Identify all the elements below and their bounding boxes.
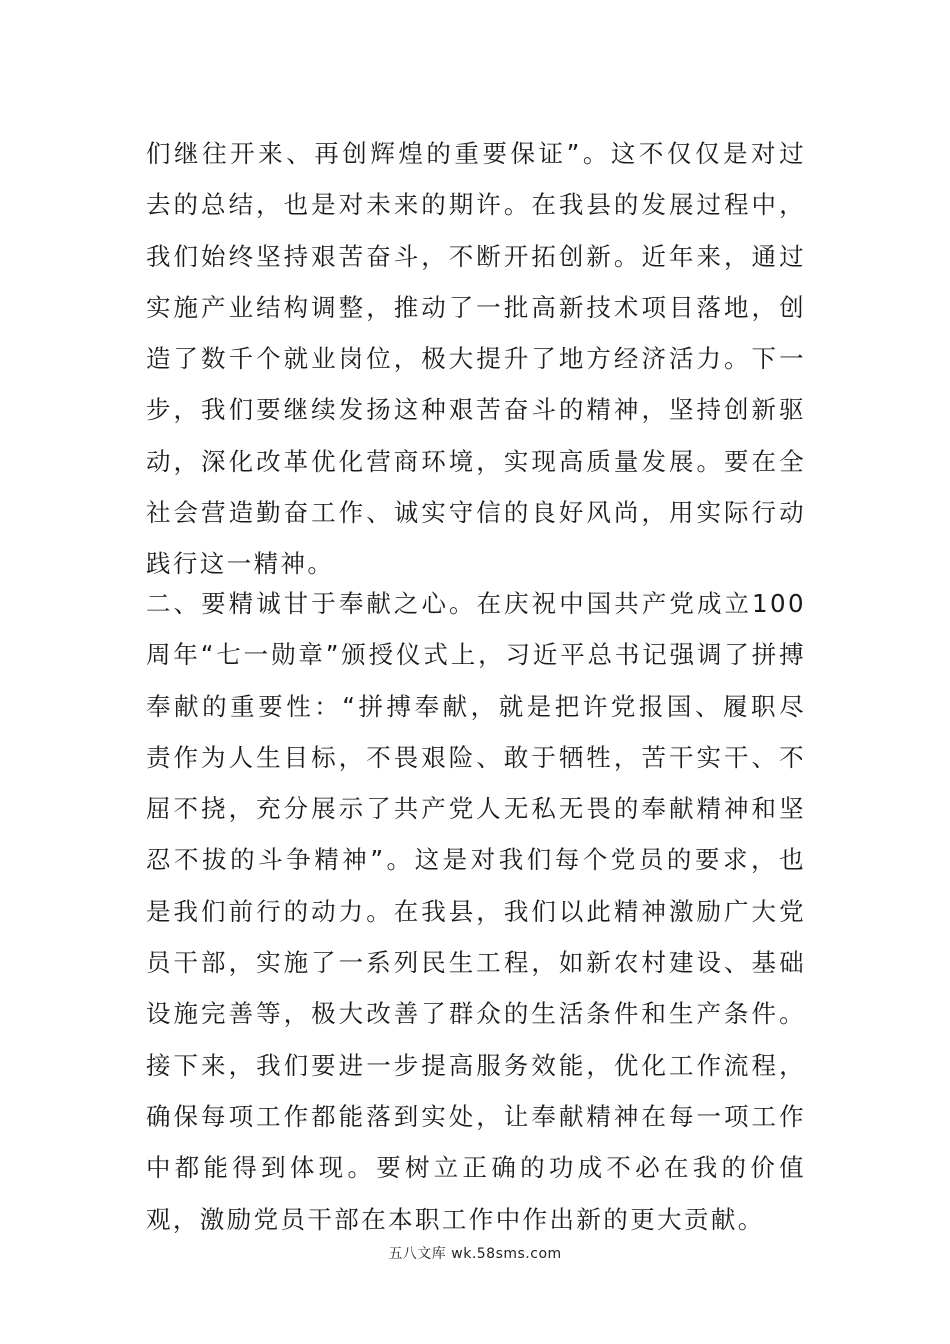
footer-watermark: 五八文库 wk.58sms.com [388,1246,562,1262]
body-paragraph: 们继往开来、再创辉煌的重要保证”。这不仅仅是对过去的总结，也是对未来的期许。在我县的发展过程中，我们始终坚持艰苦奋斗，不断开拓创新。近年来，通过实施产业结构调整，推动了一批高新技术项目落地，创造了数千个就业岗位，极大提升了地方经济活力。下一步，我们要继续发扬这种艰苦奋斗的精神，坚持创新驱动，深化改革优化营商环境，实现高质量发展。要在全社会营造勤奋工作、诚实守信的良好风尚，用实际行动践行这一精神。 [146,139,806,579]
body-paragraph-section-two: 二、要精诚甘于奉献之心。在庆祝中国共产党成立100周年“七一勋章”颁授仪式上，习近平总书记强调了拼搏奉献的重要性：“拼搏奉献，就是把许党报国、履职尽责作为人生目标，不畏艰险、敢于牺牲，苦干实干、不屈不挠，充分展示了共产党人无私无畏的奉献精神和坚忍不拔的斗争精神”。这是对我们每个党员的要求，也是我们前行的动力。在我县，我们以此精神激励广大党员干部，实施了一系列民生工程，如新农村建设、基础设施完善等，极大改善了群众的生活条件和生产条件。接下来，我们要进一步提高服务效能，优化工作流程，确保每项工作都能落到实处，让奉献精神在每一项工作中都能得到体现。要树立正确的功成不必在我的价值观，激励党员干部在本职工作中作出新的更大贡献。 [146,589,806,1234]
